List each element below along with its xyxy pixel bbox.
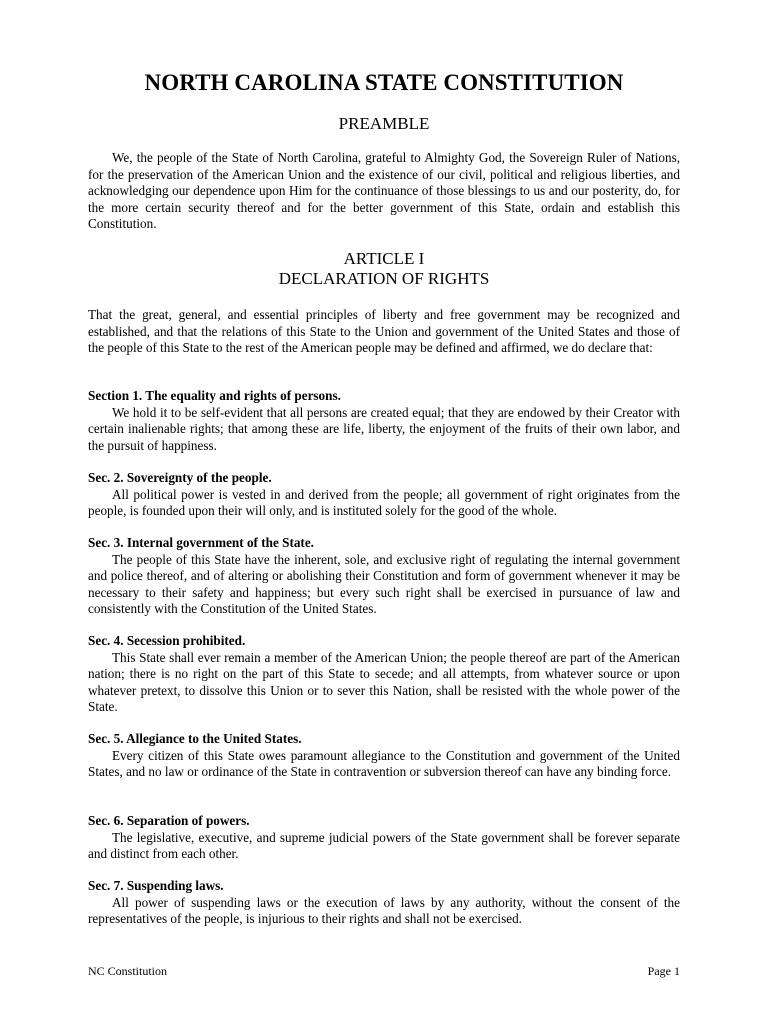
section-4 [88,633,680,716]
section-heading: Sec. 7. Suspending laws. [88,878,224,893]
section-text: Every citizen of this State owes paramount allegiance to the Constitution and government of the United States, and no law or ordinance of the State in contravention or subversion thereof can have any binding force. [88,747,680,780]
section-text: This State shall ever remain a member of the American Union; the people thereof are part of the American nation; there is no right on the part of this State to secede; and all attempts, from whatever source or upon whatever pretext, to dissolve this Union or to sever this Nation, shall be resisted with the whole power of the State. [88,649,680,715]
section-text: The legislative, executive, and supreme judicial powers of the State government shall be forever separate and distinct from each other. [88,829,680,862]
section-text: All power of suspending laws or the execution of laws by any authority, without the consent of the representatives of the people, is injurious to their rights and shall not be exercised. [88,894,680,927]
article-number: ARTICLE I [343,249,425,268]
section-text: All political power is vested in and derived from the people; all government of right originates from the people, is founded upon their will only, and is instituted solely for the good of the whole. [88,486,680,519]
section-heading: Sec. 5. Allegiance to the United States. [88,731,302,746]
section-text: The people of this State have the inherent, sole, and exclusive right of regulating the internal government and police thereof, and of altering or abolishing their Constitution and form of government whenever it may be necessary to their safety and happiness; but every such right shall be exercised in pursuance of law and consistently with the Constitution of the United States. [88,551,680,617]
section-3 [88,535,680,618]
document-title: NORTH CAROLINA STATE CONSTITUTION [144,70,624,95]
preamble-heading: PREAMBLE [338,114,430,133]
footer-document-name: NC Constitution [88,964,168,978]
section-6 [88,813,680,863]
article-intro: That the great, general, and essential principles of liberty and free government may be recognized and established, and that the relations of this State to the Union and government of the United States and those of the people of this State to the rest of the American people may be defined and affirmed, we do declare that: [88,307,680,356]
section-heading: Sec. 3. Internal government of the State. [88,535,314,550]
section-heading: Sec. 6. Separation of powers. [88,813,250,828]
section-heading: Sec. 2. Sovereignty of the people. [88,470,272,485]
section-text: We hold it to be self-evident that all persons are created equal; that they are endowed by their Creator with certain inalienable rights; that among these are life, liberty, the enjoyment of the fruits of their own labor, and the pursuit of happiness. [88,404,680,453]
article-name: DECLARATION OF RIGHTS [278,269,490,288]
section-2 [88,470,680,520]
section-5 [88,731,680,781]
footer-page-number: Page 1 [647,964,680,978]
article-heading [0,249,768,289]
section-7 [88,878,680,928]
section-1 [88,388,680,454]
section-heading: Section 1. The equality and rights of persons. [88,388,341,403]
preamble-text: We, the people of the State of North Carolina, grateful to Almighty God, the Sovereign Ruler of Nations, for the preservation of the American Union and the existence of our civil, political and religious liberties, and acknowledging our dependence upon Him for the continuance of those blessings to us and our posterity, do, for the more certain security thereof and for the better government of this State, ordain and establish this Constitution. [88,150,680,232]
section-heading: Sec. 4. Secession prohibited. [88,633,246,648]
